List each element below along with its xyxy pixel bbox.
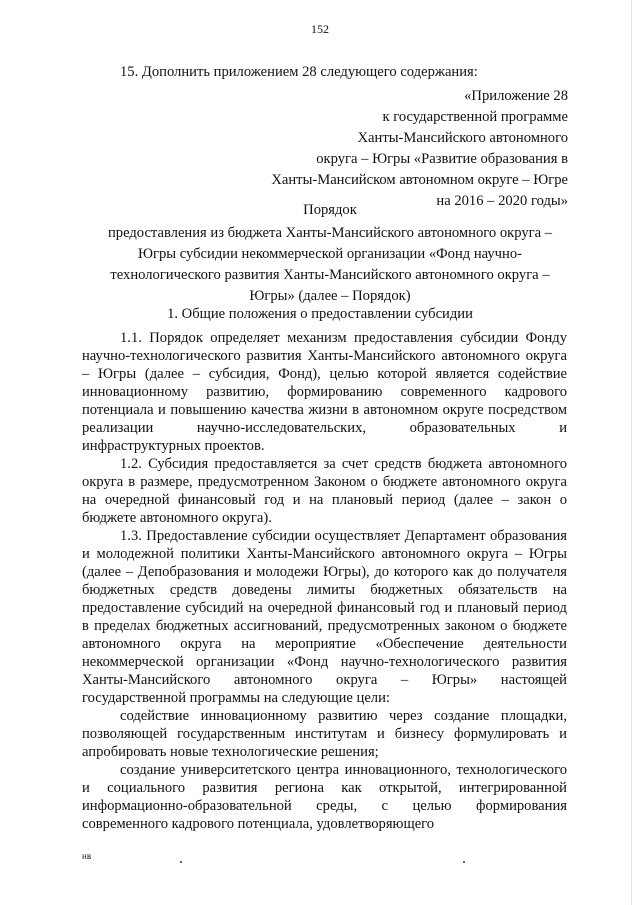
scan-dot (180, 861, 182, 863)
page-number: 152 (311, 22, 329, 36)
paragraph: 1.2. Субсидия предоставляется за счет средств бюджета автономного округа в размере, предусмотренном Законом о бюджете автономного округа на очередной финансовый год и на плановый период (далее – закон о бюджете автономного округа). (82, 456, 567, 526)
footer-mark: нв (82, 851, 92, 861)
intro-line: 15. Дополнить приложением 28 следующего содержания: (120, 64, 478, 80)
body-text (82, 329, 567, 833)
paragraph: содействие инновационному развитию через создание площадки, позволяющей государственным институтам и бизнесу формулировать и апробировать новые технологические решения; (82, 708, 567, 760)
scan-dot (463, 861, 465, 863)
scan-edge-line (631, 0, 632, 905)
paragraph: 1.1. Порядок определяет механизм предоставления субсидии Фонду научно-технологического развития Ханты-Мансийского автономного округа – Югры (далее – субсидия, Фонд), целью которой является содействие инновационному развитию, формированию современного кадрового потенциала и повышению качества жизни в автономном округе посредством реализации научно-исследовательских, образовательных и инфраструктурных проектов. (82, 330, 567, 454)
title-line: Порядок (303, 202, 357, 218)
appendix-line: к государственной программе (382, 109, 568, 125)
appendix-line: округа – Югры «Развитие образования в (316, 151, 568, 167)
appendix-header (271, 86, 568, 212)
document-title (80, 200, 580, 307)
appendix-line: Ханты-Мансийском автономном округе – Югре (271, 172, 568, 188)
title-line: Югры» (далее – Порядок) (249, 288, 411, 304)
appendix-line: «Приложение 28 (464, 88, 568, 104)
paragraph: создание университетского центра инновационного, технологического и социального развития региона как открытой, интегрированной информационно-образовательной среды, с целью формирования современного кадрового потенциала, удовлетворяющего (82, 762, 567, 832)
appendix-line: на 2016 – 2020 годы» (436, 193, 568, 209)
title-line: технологического развития Ханты-Мансийского автономного округа – (110, 267, 550, 283)
appendix-line: Ханты-Мансийского автономного (357, 130, 568, 146)
paragraph: 1.3. Предоставление субсидии осуществляет Департамент образования и молодежной политики Ханты-Мансийского автономного округа – Югры (далее – Депобразования и молодежи Югры), до которого как до получателя бюджетных средств доведены лимиты бюджетных обязательств на предоставление субсидий на очередной финансовый год и плановый период в пределах бюджетных ассигнований, предусмотренных законом о бюджете автономного округа на мероприятие «Обеспечение деятельности некоммерческой организации «Фонд научно-технологического развития Ханты-Мансийского автономного округа – Югры» настоящей государственной программы на следующие цели: (82, 528, 567, 706)
title-line: предоставления из бюджета Ханты-Мансийского автономного округа – (107, 225, 553, 241)
title-line: Югры субсидии некоммерческой организации «Фонд научно- (138, 246, 522, 262)
section-heading: 1. Общие положения о предоставлении субсидии (167, 306, 473, 322)
